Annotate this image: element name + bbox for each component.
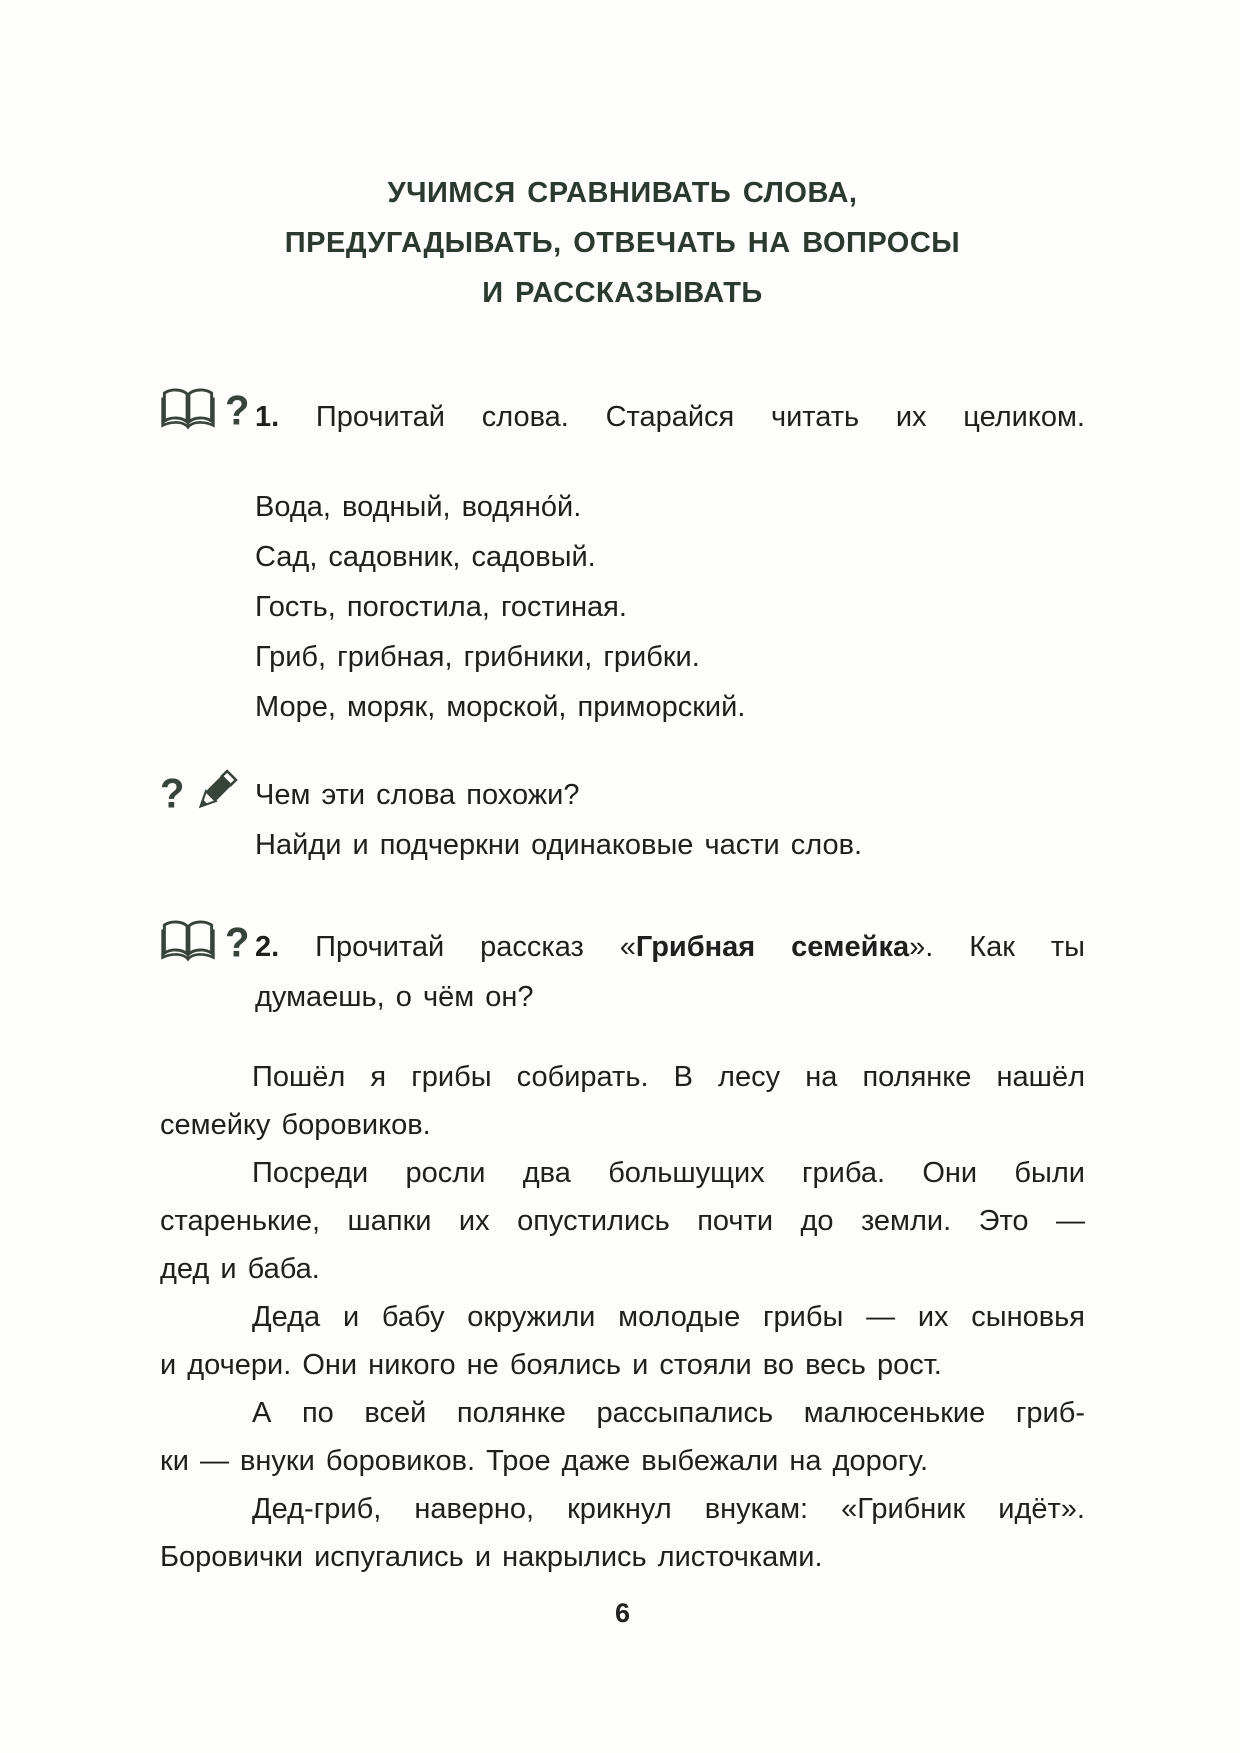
text-line: Гость, погостила, гостиная. <box>255 591 627 623</box>
page-number: 6 <box>614 1598 631 1628</box>
text-line: Море, моряк, морской, приморский. <box>255 691 746 723</box>
story-paragraph <box>160 1293 1085 1389</box>
text-line: Боровички испугались и накрылись листочками. <box>160 1541 823 1573</box>
exercise1-word-list <box>255 482 1085 732</box>
text-line: Дед-гриб, наверно, крикнул внукам: «Грибник идёт». <box>252 1493 1085 1525</box>
pencil-icon <box>193 768 239 819</box>
open-book-icon <box>160 386 216 435</box>
exercise1-instruction <box>255 392 1085 442</box>
text-line: старенькие, шапки их опустились почти до земли. Это — <box>160 1205 1085 1237</box>
text-line: ки — внуки боровиков. Трое даже выбежали на дорогу. <box>160 1445 929 1477</box>
question-mark-icon: ? <box>225 387 250 434</box>
exercise2-number: 2. <box>255 931 280 963</box>
text-line: Деда и бабу окружили молодые грибы — их сыновья <box>252 1301 1085 1333</box>
exercise1-icons <box>160 386 252 435</box>
text-line: Вода, водный, водяно́й. <box>255 491 582 523</box>
exercise2-text-pre: Прочитай рассказ « <box>315 931 636 963</box>
exercise2-instruction <box>255 922 1085 1022</box>
text-line: Пошёл я грибы собирать. В лесу на полянке нашёл <box>252 1061 1085 1093</box>
exercise2-line2: думаешь, о чём он? <box>255 981 534 1013</box>
text-line: Гриб, грибная, грибники, грибки. <box>255 641 700 673</box>
text-line: Чем эти слова похожи? <box>255 779 580 811</box>
exercise2-story-title: Грибная семейка <box>635 931 910 963</box>
text-line: дед и баба. <box>160 1253 320 1285</box>
story-paragraph <box>160 1485 1085 1581</box>
question-block-text <box>255 770 1085 870</box>
exercise2-line1 <box>255 922 1085 972</box>
exercise1-number: 1. <box>255 401 280 433</box>
text-line: Сад, садовник, садовый. <box>255 541 596 573</box>
story-paragraph <box>160 1149 1085 1293</box>
text-line: И РАССКАЗЫВАТЬ <box>482 277 763 309</box>
exercise2-icons <box>160 918 252 967</box>
text-line: Посреди росли два большущих гриба. Они были <box>252 1157 1085 1189</box>
question-mark-icon: ? <box>160 770 185 817</box>
text-line: А по всей полянке рассыпались малюсенькие гриб- <box>252 1397 1085 1429</box>
story-text <box>160 1053 1085 1581</box>
question-mark-icon: ? <box>225 919 250 966</box>
question-block-icons <box>160 768 252 819</box>
text-line: УЧИМСЯ СРАВНИВАТЬ СЛОВА, <box>387 177 858 209</box>
story-paragraph <box>160 1053 1085 1149</box>
text-line: и дочери. Они никого не боялись и стояли во весь рост. <box>160 1349 942 1381</box>
text-line: Найди и подчеркни одинаковые части слов. <box>255 829 863 861</box>
text-line: семейку боровиков. <box>160 1109 431 1141</box>
text-line: ПРЕДУГАДЫВАТЬ, ОТВЕЧАТЬ НА ВОПРОСЫ <box>284 227 961 259</box>
open-book-icon <box>160 918 216 967</box>
story-paragraph <box>160 1389 1085 1485</box>
exercise2-text-post: ». Как ты <box>909 931 1086 963</box>
page-title <box>160 168 1085 318</box>
exercise1-text: Прочитай слова. Старайся читать их целиком. <box>315 401 1085 433</box>
